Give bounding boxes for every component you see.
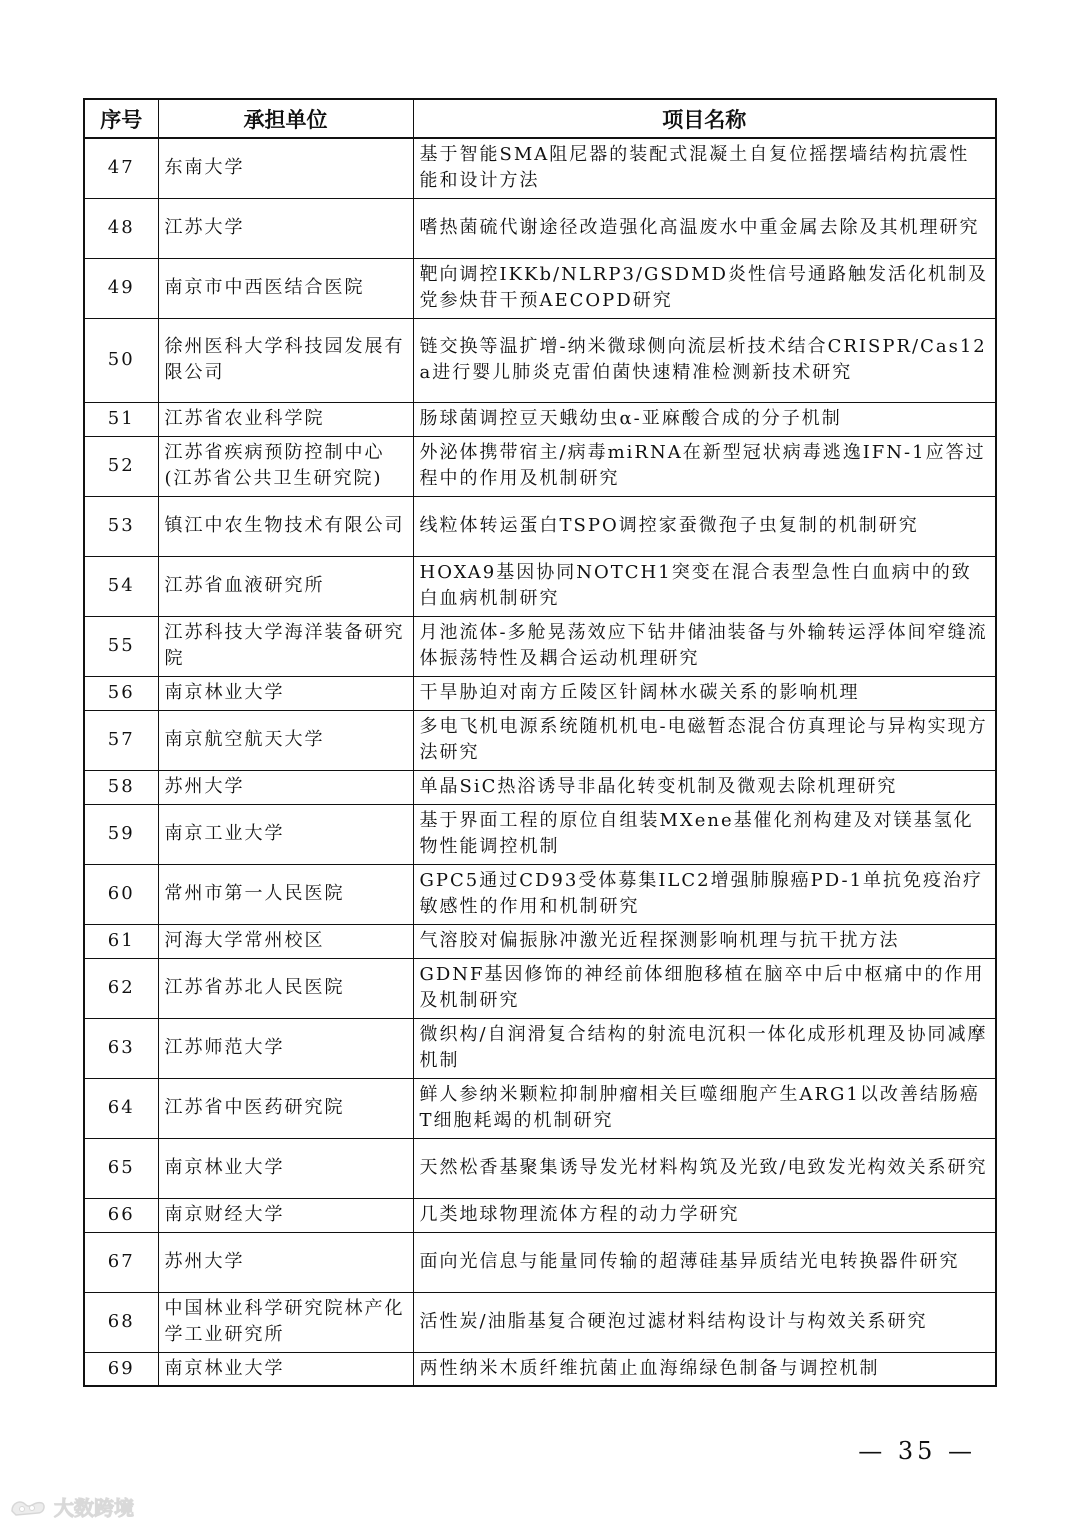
row-serial-number: 51 [84,402,158,436]
row-project-name: 活性炭/油脂基复合硬泡过滤材料结构设计与构效关系研究 [413,1292,996,1352]
row-organization: 江苏科技大学海洋装备研究院 [158,616,413,676]
table-row [84,676,996,710]
row-serial-number: 58 [84,770,158,804]
row-project-name: 面向光信息与能量同传输的超薄硅基异质结光电转换器件研究 [413,1232,996,1292]
page-number: — 35 — [858,1437,976,1465]
row-organization: 江苏省中医药研究院 [158,1078,413,1138]
row-project-name: 基于智能SMA阻尼器的装配式混凝土自复位摇摆墙结构抗震性能和设计方法 [413,138,996,198]
header-serial-number: 序号 [84,99,158,138]
row-serial-number: 64 [84,1078,158,1138]
table-row [84,710,996,770]
row-organization: 江苏省血液研究所 [158,556,413,616]
row-serial-number: 49 [84,258,158,318]
table-row [84,496,996,556]
row-serial-number: 66 [84,1198,158,1232]
row-project-name: HOXA9基因协同NOTCH1突变在混合表型急性白血病中的致白血病机制研究 [413,556,996,616]
table-header-row [84,99,996,138]
header-project-name: 项目名称 [413,99,996,138]
table-row [84,198,996,258]
row-serial-number: 67 [84,1232,158,1292]
row-serial-number: 56 [84,676,158,710]
project-table-container [83,98,995,1387]
row-serial-number: 52 [84,436,158,496]
table-body [84,138,996,1386]
row-project-name: 多电飞机电源系统随机机电-电磁暂态混合仿真理论与异构实现方法研究 [413,710,996,770]
table-row [84,616,996,676]
table-row [84,1198,996,1232]
row-organization: 江苏大学 [158,198,413,258]
table-row [84,1352,996,1386]
row-serial-number: 63 [84,1018,158,1078]
row-project-name: 单晶SiC热浴诱导非晶化转变机制及微观去除机理研究 [413,770,996,804]
row-serial-number: 48 [84,198,158,258]
table-row [84,770,996,804]
row-organization: 南京林业大学 [158,1138,413,1198]
row-project-name: 天然松香基聚集诱导发光材料构筑及光致/电致发光构效关系研究 [413,1138,996,1198]
table-row [84,556,996,616]
table-row [84,402,996,436]
table-row [84,1232,996,1292]
table-row [84,958,996,1018]
row-project-name: 几类地球物理流体方程的动力学研究 [413,1198,996,1232]
table-row [84,258,996,318]
row-organization: 常州市第一人民医院 [158,864,413,924]
row-organization: 南京林业大学 [158,1352,413,1386]
row-serial-number: 57 [84,710,158,770]
row-serial-number: 69 [84,1352,158,1386]
table-row [84,1138,996,1198]
row-serial-number: 47 [84,138,158,198]
row-project-name: 嗜热菌硫代谢途径改造强化高温废水中重金属去除及其机理研究 [413,198,996,258]
row-organization: 镇江中农生物技术有限公司 [158,496,413,556]
row-organization: 苏州大学 [158,1232,413,1292]
row-organization: 江苏省农业科学院 [158,402,413,436]
row-project-name: 链交换等温扩增-纳米微球侧向流层析技术结合CRISPR/Cas12a进行婴儿肺炎克雷伯菌快速精准检测新技术研究 [413,318,996,402]
watermark-text: 大数跨境 [54,1496,134,1520]
row-project-name: 微织构/自润滑复合结构的射流电沉积一体化成形机理及协同减摩机制 [413,1018,996,1078]
row-project-name: 外泌体携带宿主/病毒miRNA在新型冠状病毒逃逸IFN-1应答过程中的作用及机制研究 [413,436,996,496]
row-serial-number: 62 [84,958,158,1018]
row-organization: 中国林业科学研究院林产化学工业研究所 [158,1292,413,1352]
row-serial-number: 53 [84,496,158,556]
row-project-name: 月池流体-多舱晃荡效应下钻井储油装备与外输转运浮体间窄缝流体振荡特性及耦合运动机理研究 [413,616,996,676]
row-project-name: 肠球菌调控豆天蛾幼虫α-亚麻酸合成的分子机制 [413,402,996,436]
project-table [83,98,997,1387]
row-project-name: GPC5通过CD93受体募集ILC2增强肺腺癌PD-1单抗免疫治疗敏感性的作用和机制研究 [413,864,996,924]
row-organization: 江苏省苏北人民医院 [158,958,413,1018]
table-row [84,924,996,958]
table-row [84,1292,996,1352]
row-project-name: 线粒体转运蛋白TSPO调控家蚕微孢子虫复制的机制研究 [413,496,996,556]
row-organization: 南京财经大学 [158,1198,413,1232]
watermark-logo-icon [8,1495,48,1519]
row-project-name: 干旱胁迫对南方丘陵区针阔林水碳关系的影响机理 [413,676,996,710]
row-serial-number: 55 [84,616,158,676]
row-organization: 河海大学常州校区 [158,924,413,958]
table-row [84,864,996,924]
row-serial-number: 68 [84,1292,158,1352]
row-organization: 徐州医科大学科技园发展有限公司 [158,318,413,402]
row-organization: 南京市中西医结合医院 [158,258,413,318]
row-organization: 南京航空航天大学 [158,710,413,770]
table-row [84,1078,996,1138]
row-project-name: 靶向调控IKKb/NLRP3/GSDMD炎性信号通路触发活化机制及党参炔苷干预AECOPD研究 [413,258,996,318]
table-row [84,138,996,198]
row-serial-number: 65 [84,1138,158,1198]
row-organization: 南京工业大学 [158,804,413,864]
table-row [84,1018,996,1078]
row-organization: 东南大学 [158,138,413,198]
row-project-name: 两性纳米木质纤维抗菌止血海绵绿色制备与调控机制 [413,1352,996,1386]
row-serial-number: 60 [84,864,158,924]
table-row [84,436,996,496]
row-project-name: 基于界面工程的原位自组装MXene基催化剂构建及对镁基氢化物性能调控机制 [413,804,996,864]
row-organization: 江苏师范大学 [158,1018,413,1078]
row-project-name: GDNF基因修饰的神经前体细胞移植在脑卒中后中枢痛中的作用及机制研究 [413,958,996,1018]
row-serial-number: 61 [84,924,158,958]
table-row [84,318,996,402]
table-row [84,804,996,864]
row-project-name: 气溶胶对偏振脉冲激光近程探测影响机理与抗干扰方法 [413,924,996,958]
row-serial-number: 50 [84,318,158,402]
header-organization: 承担单位 [158,99,413,138]
row-serial-number: 59 [84,804,158,864]
watermark [8,1492,134,1521]
row-organization: 江苏省疾病预防控制中心(江苏省公共卫生研究院) [158,436,413,496]
row-organization: 苏州大学 [158,770,413,804]
row-project-name: 鲜人参纳米颗粒抑制肿瘤相关巨噬细胞产生ARG1以改善结肠癌T细胞耗竭的机制研究 [413,1078,996,1138]
row-organization: 南京林业大学 [158,676,413,710]
row-serial-number: 54 [84,556,158,616]
